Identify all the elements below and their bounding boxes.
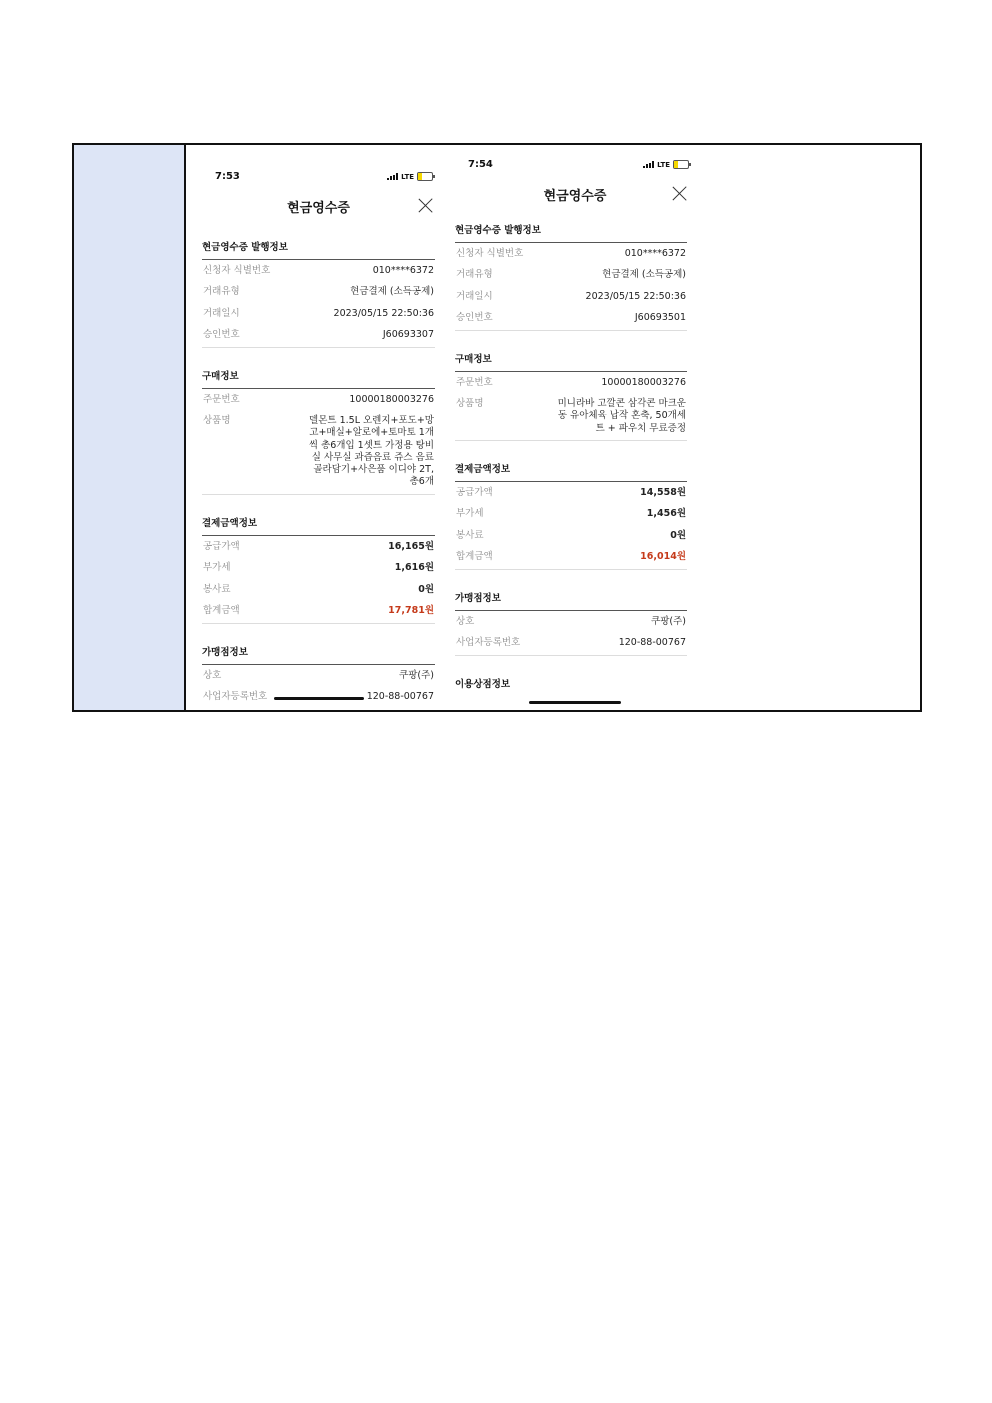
product-name: 델몬트 1.5L 오렌지+포도+망고+매실+알로에+토마토 1개씩 총6개입 1셋트 가정용 탕비실 사무실 과즙음료 쥬스 음료 골라담기+사은품 이디야 2T, 총6개: [308, 415, 434, 488]
battery-icon: [417, 172, 433, 181]
section-title-issue: 현금영수증 발행정보: [202, 229, 435, 260]
section-title-payment: 결제금액정보: [202, 505, 435, 536]
info-row: 주문번호 10000180003276: [456, 376, 686, 388]
signal-icon: [387, 173, 398, 180]
info-row: 상호 쿠팡(주): [456, 615, 686, 627]
receipt-screenshot-1: [202, 167, 435, 710]
total-amount: 16,014원: [640, 551, 686, 563]
info-row: 상품명 미니라바 고깔콘 삼각콘 마크운동 유아체육 납작 혼축, 50개세트 + 파우치 무료증정: [456, 398, 686, 434]
status-time: 7:53: [215, 171, 240, 182]
info-row: 상품명 델몬트 1.5L 오렌지+포도+망고+매실+알로에+토마토 1개씩 총6개입 1셋트 가정용 탕비실 사무실 과즙음료 쥬스 음료 골라담기+사은품 이디야 2T, 총6개: [203, 415, 434, 488]
total-amount: 17,781원: [388, 605, 434, 617]
info-row: 부가세 1,616원: [203, 562, 434, 574]
info-row: 부가세 1,456원: [456, 508, 686, 520]
info-row: 주문번호 10000180003276: [203, 393, 434, 405]
section-title-issue: 현금영수증 발행정보: [455, 212, 687, 243]
info-row: 거래유형 현금결제 (소득공제): [456, 269, 686, 280]
section-title-purchase: 구매정보: [455, 341, 687, 372]
info-row: 거래일시 2023/05/15 22:50:36: [456, 290, 686, 302]
document-frame: [72, 143, 922, 712]
network-label: LTE: [401, 172, 414, 181]
product-name: 미니라바 고깔콘 삼각콘 마크운동 유아체육 납작 혼축, 50개세트 + 파우치 무료증정: [557, 398, 686, 434]
page-title: 현금영수증: [287, 201, 350, 216]
info-row: 공급가액 16,165원: [203, 540, 434, 552]
section-title-payment: 결제금액정보: [455, 451, 687, 482]
info-row: 거래일시 2023/05/15 22:50:36: [203, 307, 434, 319]
info-row: 승인번호 J60693307: [203, 329, 434, 340]
left-sidebar-panel: [74, 145, 186, 710]
info-row: 사업자등록번호 120-88-00767: [203, 691, 434, 703]
total-row: 합계금액 17,781원: [203, 605, 434, 617]
info-row: 봉사료 0원: [456, 529, 686, 541]
total-row: 합계금액 16,014원: [456, 551, 686, 563]
info-row: 승인번호 J60693501: [456, 312, 686, 323]
home-indicator[interactable]: [529, 701, 621, 704]
close-icon[interactable]: [673, 186, 687, 200]
info-row: 거래유형 현금결제 (소득공제): [203, 286, 434, 297]
info-row: 공급가액 14,558원: [456, 486, 686, 498]
battery-icon: [673, 160, 689, 169]
info-row: 사업자등록번호 120-88-00767: [456, 637, 686, 649]
receipt-screenshot-2: [455, 155, 695, 710]
status-bar: [455, 155, 695, 175]
status-time: 7:54: [468, 159, 493, 170]
section-title-store: 이용상점정보: [455, 679, 511, 691]
info-row: 신청자 식별번호 010****6372: [203, 264, 434, 276]
info-row: 상호 쿠팡(주): [203, 669, 434, 681]
home-indicator[interactable]: [274, 697, 364, 700]
close-icon[interactable]: [419, 198, 433, 212]
section-title-merchant: 가맹점정보: [202, 634, 435, 665]
section-title-merchant: 가맹점정보: [455, 580, 687, 611]
network-label: LTE: [657, 160, 670, 169]
page-title: 현금영수증: [543, 189, 607, 204]
section-title-purchase: 구매정보: [202, 358, 435, 389]
info-row: 신청자 식별번호 010****6372: [456, 247, 686, 259]
status-bar: [202, 167, 435, 187]
info-row: 봉사료 0원: [203, 583, 434, 595]
signal-icon: [643, 161, 654, 168]
